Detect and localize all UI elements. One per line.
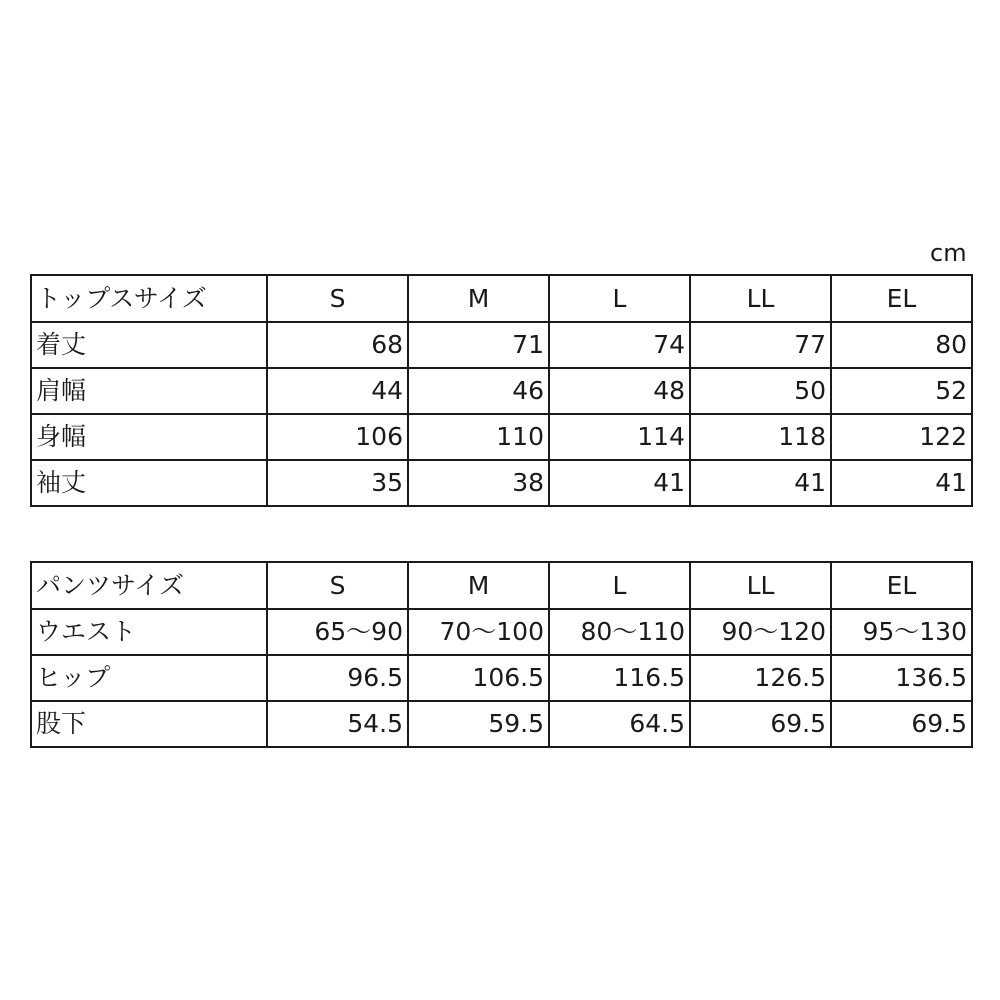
- table-cell: 69.5: [690, 701, 831, 747]
- table-cell: 95～130: [831, 609, 972, 655]
- size-header-m: M: [408, 562, 549, 609]
- row-label: 袖丈: [31, 460, 267, 506]
- table-row: [31, 414, 972, 460]
- table-cell: 41: [831, 460, 972, 506]
- table-cell: 54.5: [267, 701, 408, 747]
- table-cell: 46: [408, 368, 549, 414]
- table-cell: 44: [267, 368, 408, 414]
- table-row: [31, 322, 972, 368]
- tops-title: トップスサイズ: [31, 275, 267, 322]
- table-cell: 35: [267, 460, 408, 506]
- table-row: [31, 701, 972, 747]
- table-row: [31, 655, 972, 701]
- size-header-s: S: [267, 562, 408, 609]
- table-cell: 59.5: [408, 701, 549, 747]
- size-header-l: L: [549, 275, 690, 322]
- table-cell: 48: [549, 368, 690, 414]
- row-label: 着丈: [31, 322, 267, 368]
- table-cell: 90～120: [690, 609, 831, 655]
- row-label: 肩幅: [31, 368, 267, 414]
- table-cell: 38: [408, 460, 549, 506]
- size-header-el: EL: [831, 562, 972, 609]
- row-label: 身幅: [31, 414, 267, 460]
- row-label: 股下: [31, 701, 267, 747]
- pants-title: パンツサイズ: [31, 562, 267, 609]
- table-cell: 80～110: [549, 609, 690, 655]
- table-cell: 71: [408, 322, 549, 368]
- table-cell: 106.5: [408, 655, 549, 701]
- table-cell: 116.5: [549, 655, 690, 701]
- pants-size-table: [30, 561, 973, 748]
- table-cell: 65～90: [267, 609, 408, 655]
- table-cell: 114: [549, 414, 690, 460]
- table-cell: 106: [267, 414, 408, 460]
- table-cell: 50: [690, 368, 831, 414]
- table-cell: 70～100: [408, 609, 549, 655]
- table-cell: 52: [831, 368, 972, 414]
- row-label: ウエスト: [31, 609, 267, 655]
- size-header-s: S: [267, 275, 408, 322]
- row-label: ヒップ: [31, 655, 267, 701]
- table-cell: 69.5: [831, 701, 972, 747]
- table-row: [31, 609, 972, 655]
- size-header-el: EL: [831, 275, 972, 322]
- size-header-ll: LL: [690, 275, 831, 322]
- table-cell: 80: [831, 322, 972, 368]
- table-cell: 136.5: [831, 655, 972, 701]
- size-header-l: L: [549, 562, 690, 609]
- unit-label: cm: [930, 239, 967, 267]
- table-cell: 122: [831, 414, 972, 460]
- table-cell: 110: [408, 414, 549, 460]
- table-header-row: [31, 275, 972, 322]
- table-cell: 41: [690, 460, 831, 506]
- table-cell: 118: [690, 414, 831, 460]
- table-row: [31, 460, 972, 506]
- table-row: [31, 368, 972, 414]
- table-cell: 68: [267, 322, 408, 368]
- size-header-m: M: [408, 275, 549, 322]
- table-cell: 64.5: [549, 701, 690, 747]
- table-cell: 96.5: [267, 655, 408, 701]
- table-cell: 126.5: [690, 655, 831, 701]
- size-header-ll: LL: [690, 562, 831, 609]
- table-cell: 74: [549, 322, 690, 368]
- tops-size-table: [30, 274, 973, 507]
- table-header-row: [31, 562, 972, 609]
- table-cell: 41: [549, 460, 690, 506]
- table-cell: 77: [690, 322, 831, 368]
